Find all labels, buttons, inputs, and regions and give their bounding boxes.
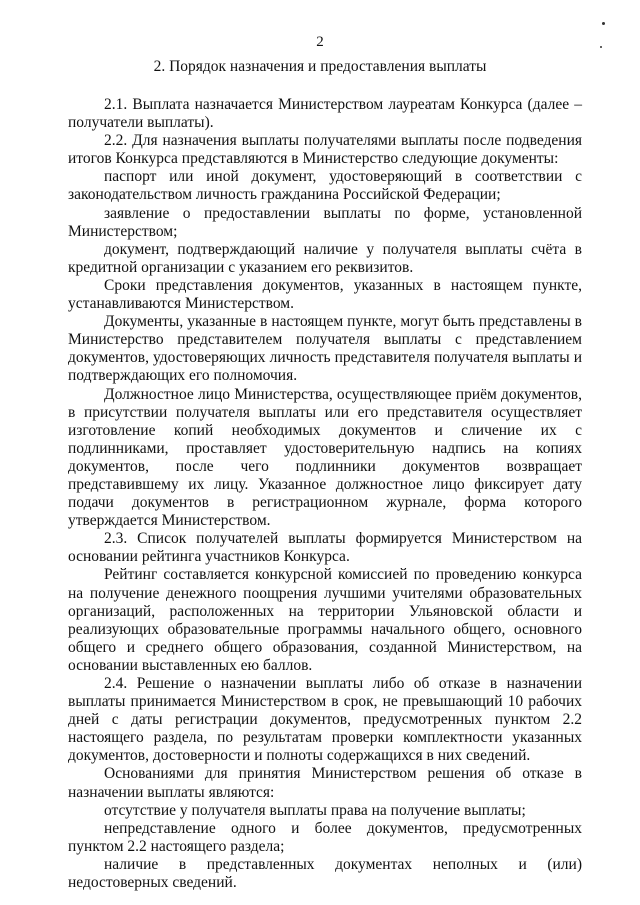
paragraph-official: Должностное лицо Министерства, осуществляющее приём документов, в присутствии получателя выплаты или его представителя осуществляет изготовление копий необходимых документов и сличение их с подлинниками, проставляет удостоверительную надпись на копиях документов, после чего подлинники документов возвращает представившему их лицу. Указанное должностное лицо фиксирует дату подачи документов в регистрационном журнале, форма которого утверждается Министерством. [68,385,582,530]
document-body [68,96,582,892]
paragraph-missing-docs: непредставление одного и более документов, предусмотренных пунктом 2.2 настоящего раздела; [68,819,582,855]
paragraph-2-1: 2.1. Выплата назначается Министерством лауреатам Конкурса (далее – получатели выплаты). [68,96,582,132]
section-heading: 2. Порядок назначения и предоставления выплаты [153,58,487,75]
paragraph-no-right: отсутствие у получателя выплаты права на получение выплаты; [104,801,526,819]
paragraph-2-3: 2.3. Список получателей выплаты формируется Министерством на основании рейтинга участников Конкурса. [68,530,582,566]
paragraph-passport: паспорт или иной документ, удостоверяющий в соответствии с законодательством личность гражданина Российской Федерации; [68,168,582,204]
paragraph-incomplete-info: наличие в представленных документах неполных и (или) недостоверных сведений. [68,855,582,892]
page-number: 2 [316,34,324,50]
paragraph-bank-account: документ, подтверждающий наличие у получателя выплаты счёта в кредитной организации с указанием его реквизитов. [68,240,582,276]
paragraph-application: заявление о предоставлении выплаты по форме, установленной Министерством; [68,204,582,240]
paragraph-deadlines: Сроки представления документов, указанных в настоящем пункте, устанавливаются Министерством. [68,276,582,313]
paragraph-2-2: 2.2. Для назначения выплаты получателями выплаты после подведения итогов Конкурса представляются в Министерство следующие документы: [68,132,582,168]
paragraph-rating: Рейтинг составляется конкурсной комиссией по проведению конкурса на получение денежного поощрения лучшими учителями образовательных организаций, расположенных на территории Ульяновской области и реализующих образовательные программы начального общего, основного общего и среднего общего образования, созданной Министерством, на основании выставленных ею баллов. [68,566,582,674]
scan-artifact-dot [602,22,605,25]
paragraph-representative: Документы, указанные в настоящем пункте, могут быть представлены в Министерство представителем получателя выплаты с представлением документов, удостоверяющих личность представителя получателя выплаты и подтверждающих его полномочия. [68,313,582,385]
paragraph-refusal-grounds: Основаниями для принятия Министерством решения об отказе в назначении выплаты являются: [68,765,582,801]
paragraph-2-4: 2.4. Решение о назначении выплаты либо об отказе в назначении выплаты принимается Министерством в срок, не превышающий 10 рабочих дней с даты регистрации документов, предусмотренных пунктом 2.2 настоящего раздела, по результатам проверки комплектности указанных документов, достоверности и полноты содержащихся в них сведений. [68,675,582,765]
